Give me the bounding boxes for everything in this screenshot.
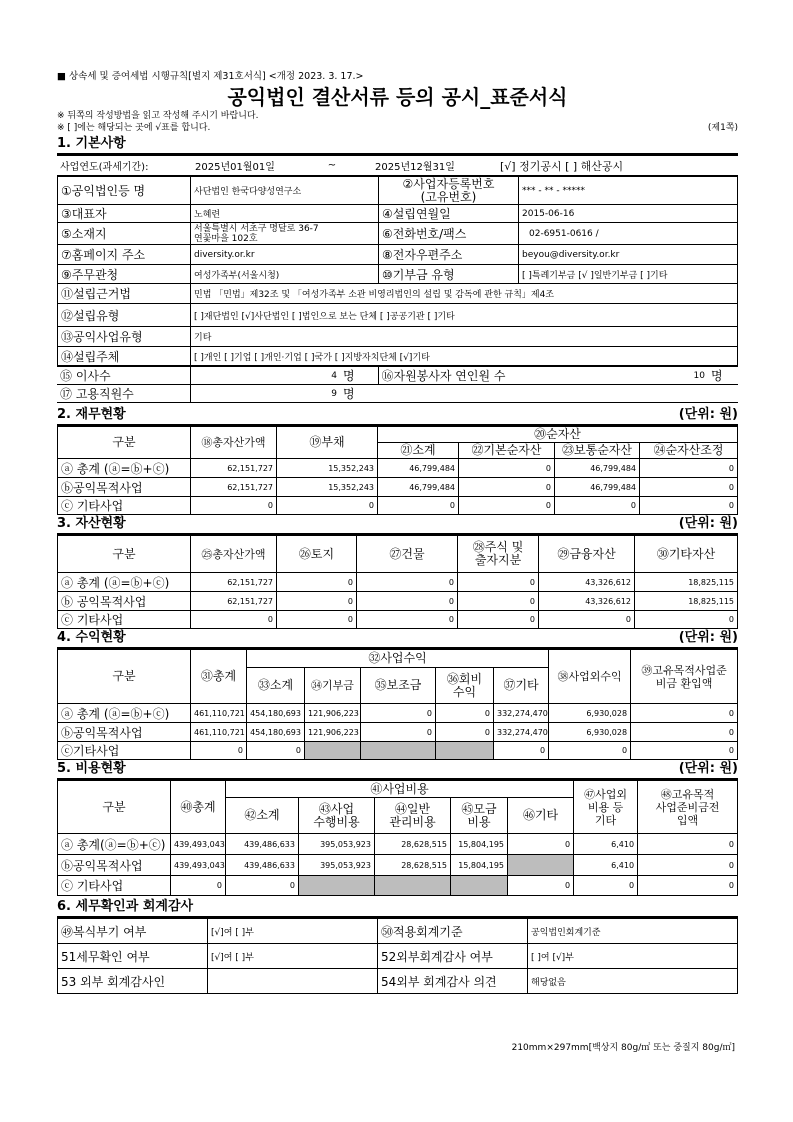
biz-reg-number-label: ②사업자등록번호 (고유번호)	[379, 177, 519, 205]
double-entry-value: [√]여 [ ]부	[208, 919, 378, 944]
address-value: 서울특별시 서초구 명달로 36-7 연꽃마을 102호	[191, 223, 379, 245]
tax-check-label: 51세무확인 여부	[58, 944, 208, 969]
fiscal-year-tilde: ~	[292, 156, 372, 176]
homepage-value: diversity.or.kr	[191, 245, 379, 265]
legal-basis-label: ⑪설립근거법	[58, 284, 191, 304]
rev-total-header: ㉛총계	[191, 650, 247, 704]
rev-fee-header: ㊱회비 수익	[436, 668, 494, 704]
table-row: ⓑ공익목적사업 461,110,721 454,180,693 121,906,223 0 0 332,274,470 6,930,028 0	[58, 723, 738, 742]
rev-donation-header: ㉞기부금	[305, 668, 361, 704]
rev-nonbiz-header: ㊳사업외수익	[549, 650, 631, 704]
table-row: ⓐ 총계 (ⓐ=ⓑ+ⓒ) 62,151,727 0 0 0 43,326,612 18,825,115	[58, 573, 738, 592]
staff-table	[57, 366, 738, 403]
representative-value: 노혜련	[191, 205, 379, 223]
table-row: ⓒ기타사업 0 0 0 0 0	[58, 742, 738, 760]
exp-admin-header: ㊹일반 관리비용	[375, 798, 451, 834]
form-page	[57, 70, 738, 994]
table-row: ⓐ 총계(ⓐ=ⓑ+ⓒ) 439,493,043 439,486,633 395,053,923 28,628,515 15,804,195 0 6,410 0	[58, 834, 738, 855]
directors-label: ⑮ 이사수	[57, 367, 190, 385]
rev-subsidy-header: ㉟보조금	[361, 668, 436, 704]
table-row: ⓒ 기타사업 0 0 0 0 0 0	[58, 611, 738, 629]
basic-info-fiscal	[57, 155, 738, 176]
checkbox-note: ※ [ ]에는 해당되는 곳에 √표를 합니다.	[57, 123, 211, 133]
rev-etc-header: ㊲기타	[494, 668, 549, 704]
fin-subtotal-header: ㉑소계	[378, 443, 459, 459]
tax-audit-table	[57, 918, 738, 994]
exp-nonbiz-header: ㊼사업외 비용 등 기타	[574, 781, 638, 834]
section-basic-info-title: 1. 기본사항	[57, 135, 738, 155]
table-row: ⓐ 총계 (ⓐ=ⓑ+ⓒ) 461,110,721 454,180,693 121,906,223 0 0 332,274,470 6,930,028 0	[58, 704, 738, 723]
fiscal-year-end: 2025년12월31일	[372, 156, 497, 176]
phone-fax-value: 02-6951-0616 /	[519, 223, 738, 245]
rev-biz-header: ㉜사업수익	[247, 650, 549, 668]
donation-type-label: ⑩기부금 유형	[379, 265, 519, 284]
biz-reg-number-value: *** - ** - *****	[519, 177, 738, 205]
section-revenue-title: 4. 수익현황 (단위: 원)	[57, 629, 738, 649]
exp-exec-header: ㊸사업 수행비용	[299, 798, 375, 834]
asset-land-header: ㉖토지	[277, 536, 357, 573]
asset-building-header: ㉗건물	[357, 536, 458, 573]
auditor-value	[208, 969, 378, 994]
form-reference: ■ 상속세 및 증여세법 시행규칙[별지 제31호서식] <개정 2023. 3. 17.>	[57, 71, 364, 82]
exp-reserve-header: ㊽고유목적 사업준비금전 입액	[638, 781, 738, 834]
authority-label: ⑨주무관청	[58, 265, 191, 284]
paper-spec-footer: 210mm×297mm[백상지 80g/㎡ 또는 중질지 80g/㎡]	[511, 1043, 735, 1053]
table-row: ⓑ공익목적사업 439,493,043 439,486,633 395,053,923 28,628,515 15,804,195 6,410 0	[58, 855, 738, 876]
employees-label: ⑰ 고용직원수	[57, 385, 190, 403]
section-tax-audit-title: 6. 세무확인과 회계감사	[57, 898, 738, 918]
donation-type-value: [ ]특례기부금 [√ ]일반기부금 [ ]기타	[519, 265, 738, 284]
table-row: ⓒ 기타사업 0 0 0 0 0 0	[58, 497, 738, 515]
section-expense-title: 5. 비용현황 (단위: 원)	[57, 760, 738, 780]
asset-other-header: ㉚기타자산	[635, 536, 738, 573]
founding-type-value: [ ]재단법인 [√]사단법인 [ ]법인으로 보는 단체 [ ]공공기관 [ ]기타	[191, 304, 738, 327]
expense-table	[57, 780, 738, 896]
double-entry-label: ㊾복식부기 여부	[58, 919, 208, 944]
exp-biz-header: ㊶사업비용	[226, 781, 574, 798]
phone-fax-label: ⑥전화번호/팩스	[379, 223, 519, 245]
exp-fund-header: ㊺모금 비용	[451, 798, 508, 834]
tax-check-value: [√]여 [ ]부	[208, 944, 378, 969]
volunteers-label: ⑯자원봉사자 연인원 수	[378, 367, 568, 385]
authority-value: 여성가족부(서울시청)	[191, 265, 379, 284]
table-row: ⓐ 총계 (ⓐ=ⓑ+ⓒ) 62,151,727 15,352,243 46,799,484 0 46,799,484 0	[58, 459, 738, 478]
founder-value: [ ]개인 [ ]기업 [ ]개인·기업 [ ]국가 [ ]지방자치단체 [√]기타	[191, 347, 738, 366]
legal-basis-value: 민법 「민법」제32조 및 「여성가족부 소관 비영리법인의 설립 및 감독에 관한 규칙」제4조	[191, 284, 738, 304]
exp-total-header: ㊵총계	[171, 781, 226, 834]
table-row: ⓑ공익목적사업 62,151,727 15,352,243 46,799,484 0 46,799,484 0	[58, 478, 738, 497]
email-label: ⑧전자우편주소	[379, 245, 519, 265]
public-biz-type-value: 기타	[191, 327, 738, 347]
fiscal-year-start: 2025년01월01일	[192, 156, 292, 176]
rev-gubun-header: 구분	[58, 650, 191, 704]
org-name-label: ①공익법인등 명	[58, 177, 191, 205]
asset-financial-header: ㉙금융자산	[539, 536, 635, 573]
founding-date-value: 2015-06-16	[519, 205, 738, 223]
email-value: beyou@diversity.or.kr	[519, 245, 738, 265]
address-label: ⑤소재지	[58, 223, 191, 245]
founding-type-label: ⑫설립유형	[58, 304, 191, 327]
revenue-table	[57, 649, 738, 760]
audit-opinion-value: 해당없음	[528, 969, 738, 994]
instruction-note: ※ 뒤쪽의 작성방법을 읽고 작성해 주시기 바랍니다.	[57, 111, 259, 121]
exp-subtotal-header: ㊷소계	[226, 798, 299, 834]
assets-table	[57, 535, 738, 629]
fiscal-year-label: 사업연도(과세기간):	[57, 156, 192, 176]
founding-date-label: ④설립연월일	[379, 205, 519, 223]
asset-total-header: ㉕총자산가액	[191, 536, 277, 573]
homepage-label: ⑦홈페이지 주소	[58, 245, 191, 265]
fin-gubun-header: 구분	[58, 427, 191, 459]
fin-total-assets-header: ⑱총자산가액	[191, 427, 277, 459]
accounting-standard-label: ㊿적용회계기준	[378, 919, 528, 944]
exp-gubun-header: 구분	[58, 781, 171, 834]
exp-etc-header: ㊻기타	[508, 798, 574, 834]
directors-value: 4	[190, 367, 340, 385]
section-assets-title: 3. 자산현황 (단위: 원)	[57, 515, 738, 535]
fin-basic-net-header: ㉒기본순자산	[459, 443, 555, 459]
representative-label: ③대표자	[58, 205, 191, 223]
fin-normal-net-header: ㉓보통순자산	[555, 443, 640, 459]
page-label: (제1쪽)	[707, 123, 738, 133]
asset-gubun-header: 구분	[58, 536, 191, 573]
rev-subtotal-header: ㉝소계	[247, 668, 305, 704]
financial-table	[57, 426, 738, 515]
section-financial-title: 2. 재무현황 (단위: 원)	[57, 406, 738, 426]
table-row: ⓑ 공익목적사업 62,151,727 0 0 0 43,326,612 18,825,115	[58, 592, 738, 611]
org-name-value: 사단법인 한국다양성연구소	[191, 177, 379, 205]
fin-liabilities-header: ⑲부채	[277, 427, 378, 459]
employees-value: 9	[190, 385, 340, 403]
volunteers-value: 10	[568, 367, 708, 385]
asset-stock-header: ㉘주식 및 출자지분	[458, 536, 539, 573]
employees-unit: 명	[340, 385, 378, 403]
external-audit-label: 52외부회계감사 여부	[378, 944, 528, 969]
volunteers-unit: 명	[708, 367, 738, 385]
fin-net-assets-header: ⑳순자산	[378, 427, 738, 443]
founder-label: ⑭설립주체	[58, 347, 191, 366]
fin-adjust-header: ㉔순자산조정	[640, 443, 738, 459]
page-title: 공익법인 결산서류 등의 공시_표준서식	[227, 85, 568, 109]
audit-opinion-label: 54외부 회계감사 의견	[378, 969, 528, 994]
basic-info-table	[57, 176, 738, 366]
auditor-label: 53 외부 회계감사인	[58, 969, 208, 994]
external-audit-value: [ ]여 [√]부	[528, 944, 738, 969]
rev-reserve-header: ㊴고유목적사업준 비금 환입액	[631, 650, 738, 704]
directors-unit: 명	[340, 367, 378, 385]
accounting-standard-value: 공익법인회계기준	[528, 919, 738, 944]
public-biz-type-label: ⑬공익사업유형	[58, 327, 191, 347]
disclosure-type: [√] 정기공시 [ ] 해산공시	[497, 156, 738, 176]
table-row: ⓒ 기타사업 0 0 0 0 0	[58, 876, 738, 896]
